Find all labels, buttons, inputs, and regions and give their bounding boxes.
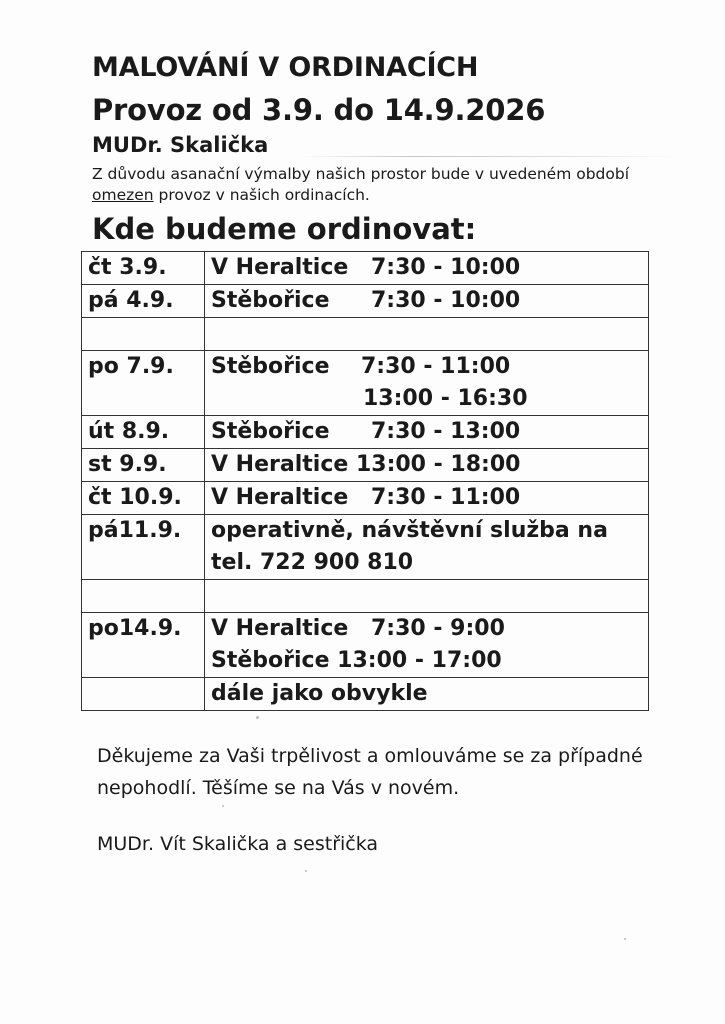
- closure-notice: [92, 164, 652, 206]
- signature: MUDr. Vít Skalička a sestřička: [97, 833, 379, 855]
- time: 7:30 - 11:00: [361, 354, 511, 379]
- time: 7:30 - 10:00: [371, 288, 521, 313]
- table-row: [82, 285, 649, 318]
- operation-period: Provoz od 3.9. do 14.9.2026: [92, 93, 546, 127]
- notice-underlined-word: omezen: [92, 186, 154, 204]
- time: 7:30 - 11:00: [371, 485, 521, 510]
- day-cell: pá11.9.: [82, 515, 205, 580]
- table-row: [82, 613, 649, 678]
- time: 13:00 - 18:00: [355, 452, 521, 477]
- table-row: [82, 515, 649, 580]
- schedule-line: [211, 351, 642, 383]
- notice-text-before: Z důvodu asanační výmalby našich prostor bude v uvedeném období: [92, 165, 630, 183]
- time-second: 13:00 - 16:30: [363, 386, 528, 411]
- day-cell: po14.9.: [82, 613, 205, 678]
- day-cell: út 8.9.: [82, 416, 205, 449]
- table-row: [82, 482, 649, 515]
- location-cell: [205, 416, 649, 449]
- service-note: operativně, návštěvní služba na: [211, 518, 608, 543]
- scan-speck: [624, 938, 626, 940]
- table-row: [82, 318, 649, 351]
- phone-number: tel. 722 900 810: [211, 550, 414, 575]
- location-cell: [205, 580, 649, 613]
- schedule-heading: Kde budeme ordinovat:: [92, 212, 477, 246]
- location-cell: dále jako obvykle: [205, 678, 649, 711]
- location-cell: [205, 318, 649, 351]
- day-cell: čt 10.9.: [82, 482, 205, 515]
- place-second: Stěbořice: [211, 648, 330, 673]
- place: Stěbořice: [211, 354, 330, 379]
- scan-artifact: [300, 156, 680, 157]
- location-cell: [205, 515, 649, 580]
- day-cell: po 7.9.: [82, 351, 205, 416]
- day-cell: čt 3.9.: [82, 252, 205, 285]
- day-cell: [82, 580, 205, 613]
- location-cell: [205, 351, 649, 416]
- table-row: [82, 580, 649, 613]
- time-second: 13:00 - 17:00: [337, 648, 502, 673]
- place: Stěbořice: [211, 419, 330, 444]
- time: 7:30 - 10:00: [371, 255, 521, 280]
- place: Stěbořice: [211, 288, 330, 313]
- table-row: [82, 449, 649, 482]
- place: V Heraltice: [211, 452, 349, 477]
- table-row: [82, 252, 649, 285]
- notice-text-after: provoz v našich ordinacích.: [153, 186, 370, 204]
- location-cell: [205, 613, 649, 678]
- scan-speck: [256, 716, 259, 719]
- page-title: MALOVÁNÍ V ORDINACÍCH: [92, 52, 479, 83]
- location-cell: [205, 285, 649, 318]
- scan-speck: [222, 805, 224, 807]
- time: 7:30 - 9:00: [371, 616, 505, 641]
- location-cell: [205, 252, 649, 285]
- thanks-message: Děkujeme za Vaši trpělivost a omlouváme se za případné nepohodlí. Těšíme se na Vás v novém.: [97, 745, 643, 799]
- place: V Heraltice: [211, 485, 349, 510]
- day-cell: [82, 678, 205, 711]
- time: 7:30 - 13:00: [371, 419, 521, 444]
- schedule-line: [211, 645, 642, 677]
- day-cell: st 9.9.: [82, 449, 205, 482]
- table-row: [82, 351, 649, 416]
- location-cell: [205, 482, 649, 515]
- schedule-line: [211, 613, 642, 645]
- place: V Heraltice: [211, 255, 349, 280]
- day-cell: pá 4.9.: [82, 285, 205, 318]
- table-row: [82, 678, 649, 711]
- place: V Heraltice: [211, 616, 349, 641]
- location-cell: [205, 449, 649, 482]
- day-cell: [82, 318, 205, 351]
- scan-speck: [305, 870, 307, 872]
- doctor-name: MUDr. Skalička: [92, 133, 269, 157]
- table-row: [82, 416, 649, 449]
- schedule-table: [81, 251, 649, 711]
